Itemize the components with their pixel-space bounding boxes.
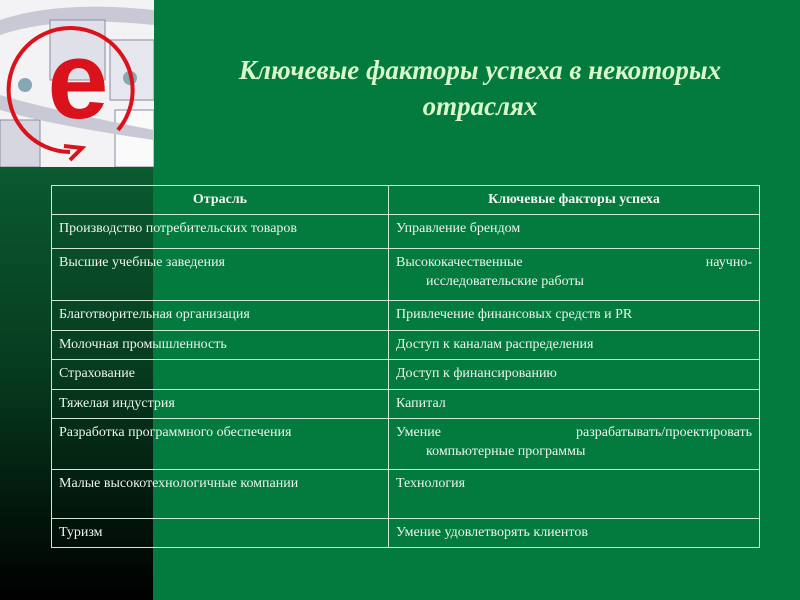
table-row <box>52 390 760 419</box>
svg-text:e: e <box>47 19 109 142</box>
factor-cell: Капитал <box>389 390 760 419</box>
factor-cell: Привлечение финансовых средств и PR <box>389 301 760 331</box>
factor-cell: Управление брендом <box>389 215 760 249</box>
factor-cell: Доступ к каналам распределения <box>389 331 760 360</box>
table-header-row <box>52 186 760 215</box>
factor-cell: Технология <box>389 470 760 519</box>
success-factors-table <box>51 185 760 548</box>
table-row <box>52 331 760 360</box>
slide-title: Ключевые факторы успеха в некоторых отраслях <box>238 55 722 121</box>
table-row <box>52 215 760 249</box>
industry-cell: Туризм <box>52 519 389 548</box>
factor-text: Высококачественные <box>396 255 523 270</box>
industry-cell: Страхование <box>52 360 389 390</box>
industry-cell: Малые высокотехнологичные компании <box>52 470 389 519</box>
factor-cell: Умение удовлетворять клиентов <box>389 519 760 548</box>
header-industry: Отрасль <box>52 186 389 215</box>
e-logo-icon <box>0 0 154 167</box>
table-row <box>52 519 760 548</box>
logo-image <box>0 0 154 167</box>
factor-cell: Доступ к финансированию <box>389 360 760 390</box>
table-row <box>52 419 760 470</box>
factor-text: разрабатывать/проектировать <box>575 425 752 440</box>
table-row <box>52 249 760 301</box>
table-row <box>52 470 760 519</box>
industry-cell: Молочная промышленность <box>52 331 389 360</box>
factor-cell <box>389 419 760 470</box>
factor-text: исследовательские работы <box>426 274 584 289</box>
industry-cell: Высшие учебные заведения <box>52 249 389 301</box>
factor-text: научно- <box>705 255 752 270</box>
industry-cell: Производство потребительских товаров <box>52 215 389 249</box>
factor-text: компьютерные программы <box>426 444 586 459</box>
factor-text: Умение <box>396 425 441 440</box>
industry-cell: Благотворительная организация <box>52 301 389 331</box>
factor-cell <box>389 249 760 301</box>
table-row <box>52 360 760 390</box>
header-factors: Ключевые факторы успеха <box>389 186 760 215</box>
table-row <box>52 301 760 331</box>
industry-cell: Разработка программного обеспечения <box>52 419 389 470</box>
industry-cell: Тяжелая индустрия <box>52 390 389 419</box>
